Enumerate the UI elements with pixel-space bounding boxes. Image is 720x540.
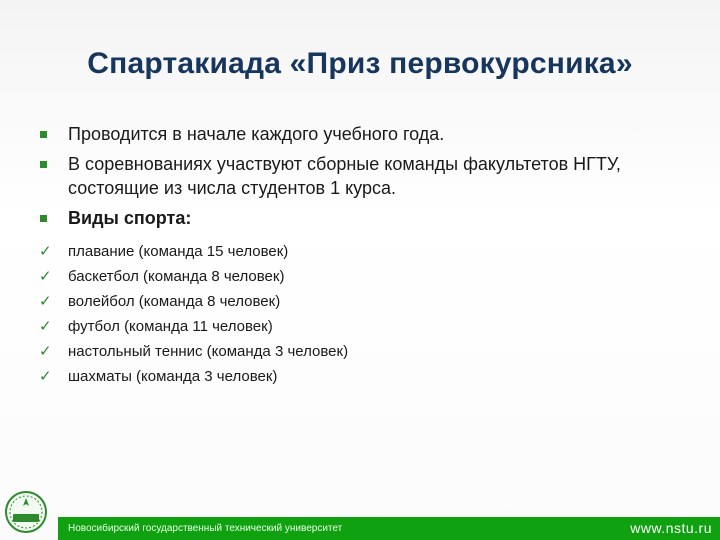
checkmark-icon: ✓	[39, 242, 52, 260]
nstu-logo-icon	[4, 490, 48, 534]
sport-text: футбол (команда 11 человек)	[68, 318, 273, 335]
checkmark-icon: ✓	[39, 267, 52, 285]
sport-text: настольный теннис (команда 3 человек)	[68, 343, 349, 360]
checkmark-icon: ✓	[39, 317, 52, 335]
sports-list	[38, 239, 678, 389]
checkmark-icon: ✓	[39, 342, 52, 360]
footer-bar	[58, 517, 720, 540]
sport-text: плавание (команда 15 человек)	[68, 243, 289, 260]
square-bullet-icon	[40, 161, 47, 168]
sport-text: шахматы (команда 3 человек)	[68, 368, 278, 385]
sport-item	[38, 314, 678, 339]
square-bullet-icon	[40, 215, 47, 222]
sport-text: волейбол (команда 8 человек)	[68, 293, 281, 310]
bullet-item	[38, 122, 678, 146]
checkmark-icon: ✓	[39, 367, 52, 385]
bullet-text: Проводится в начале каждого учебного года.	[68, 124, 445, 144]
bullet-item	[38, 152, 678, 200]
footer-url-link[interactable]: www.nstu.ru	[630, 520, 712, 536]
checkmark-icon: ✓	[39, 292, 52, 310]
sport-item	[38, 289, 678, 314]
nstu-logo-graphic	[4, 490, 48, 534]
footer-university: Новосибирский государственный технический университет	[68, 523, 343, 534]
bullet-text: В соревнованиях участвуют сборные команды факультетов НГТУ, состоящие из числа студентов 1 курса.	[68, 154, 621, 198]
page-title: Спартакиада «Приз первокурсника»	[87, 47, 633, 80]
sport-item	[38, 264, 678, 289]
sport-text: баскетбол (команда 8 человек)	[68, 268, 285, 285]
bullet-text: Виды спорта:	[68, 208, 192, 228]
bullet-item	[38, 206, 678, 230]
sport-item	[38, 364, 678, 389]
sport-item	[38, 239, 678, 264]
sport-item	[38, 339, 678, 364]
square-bullet-icon	[40, 131, 47, 138]
main-bullet-list	[38, 122, 678, 236]
